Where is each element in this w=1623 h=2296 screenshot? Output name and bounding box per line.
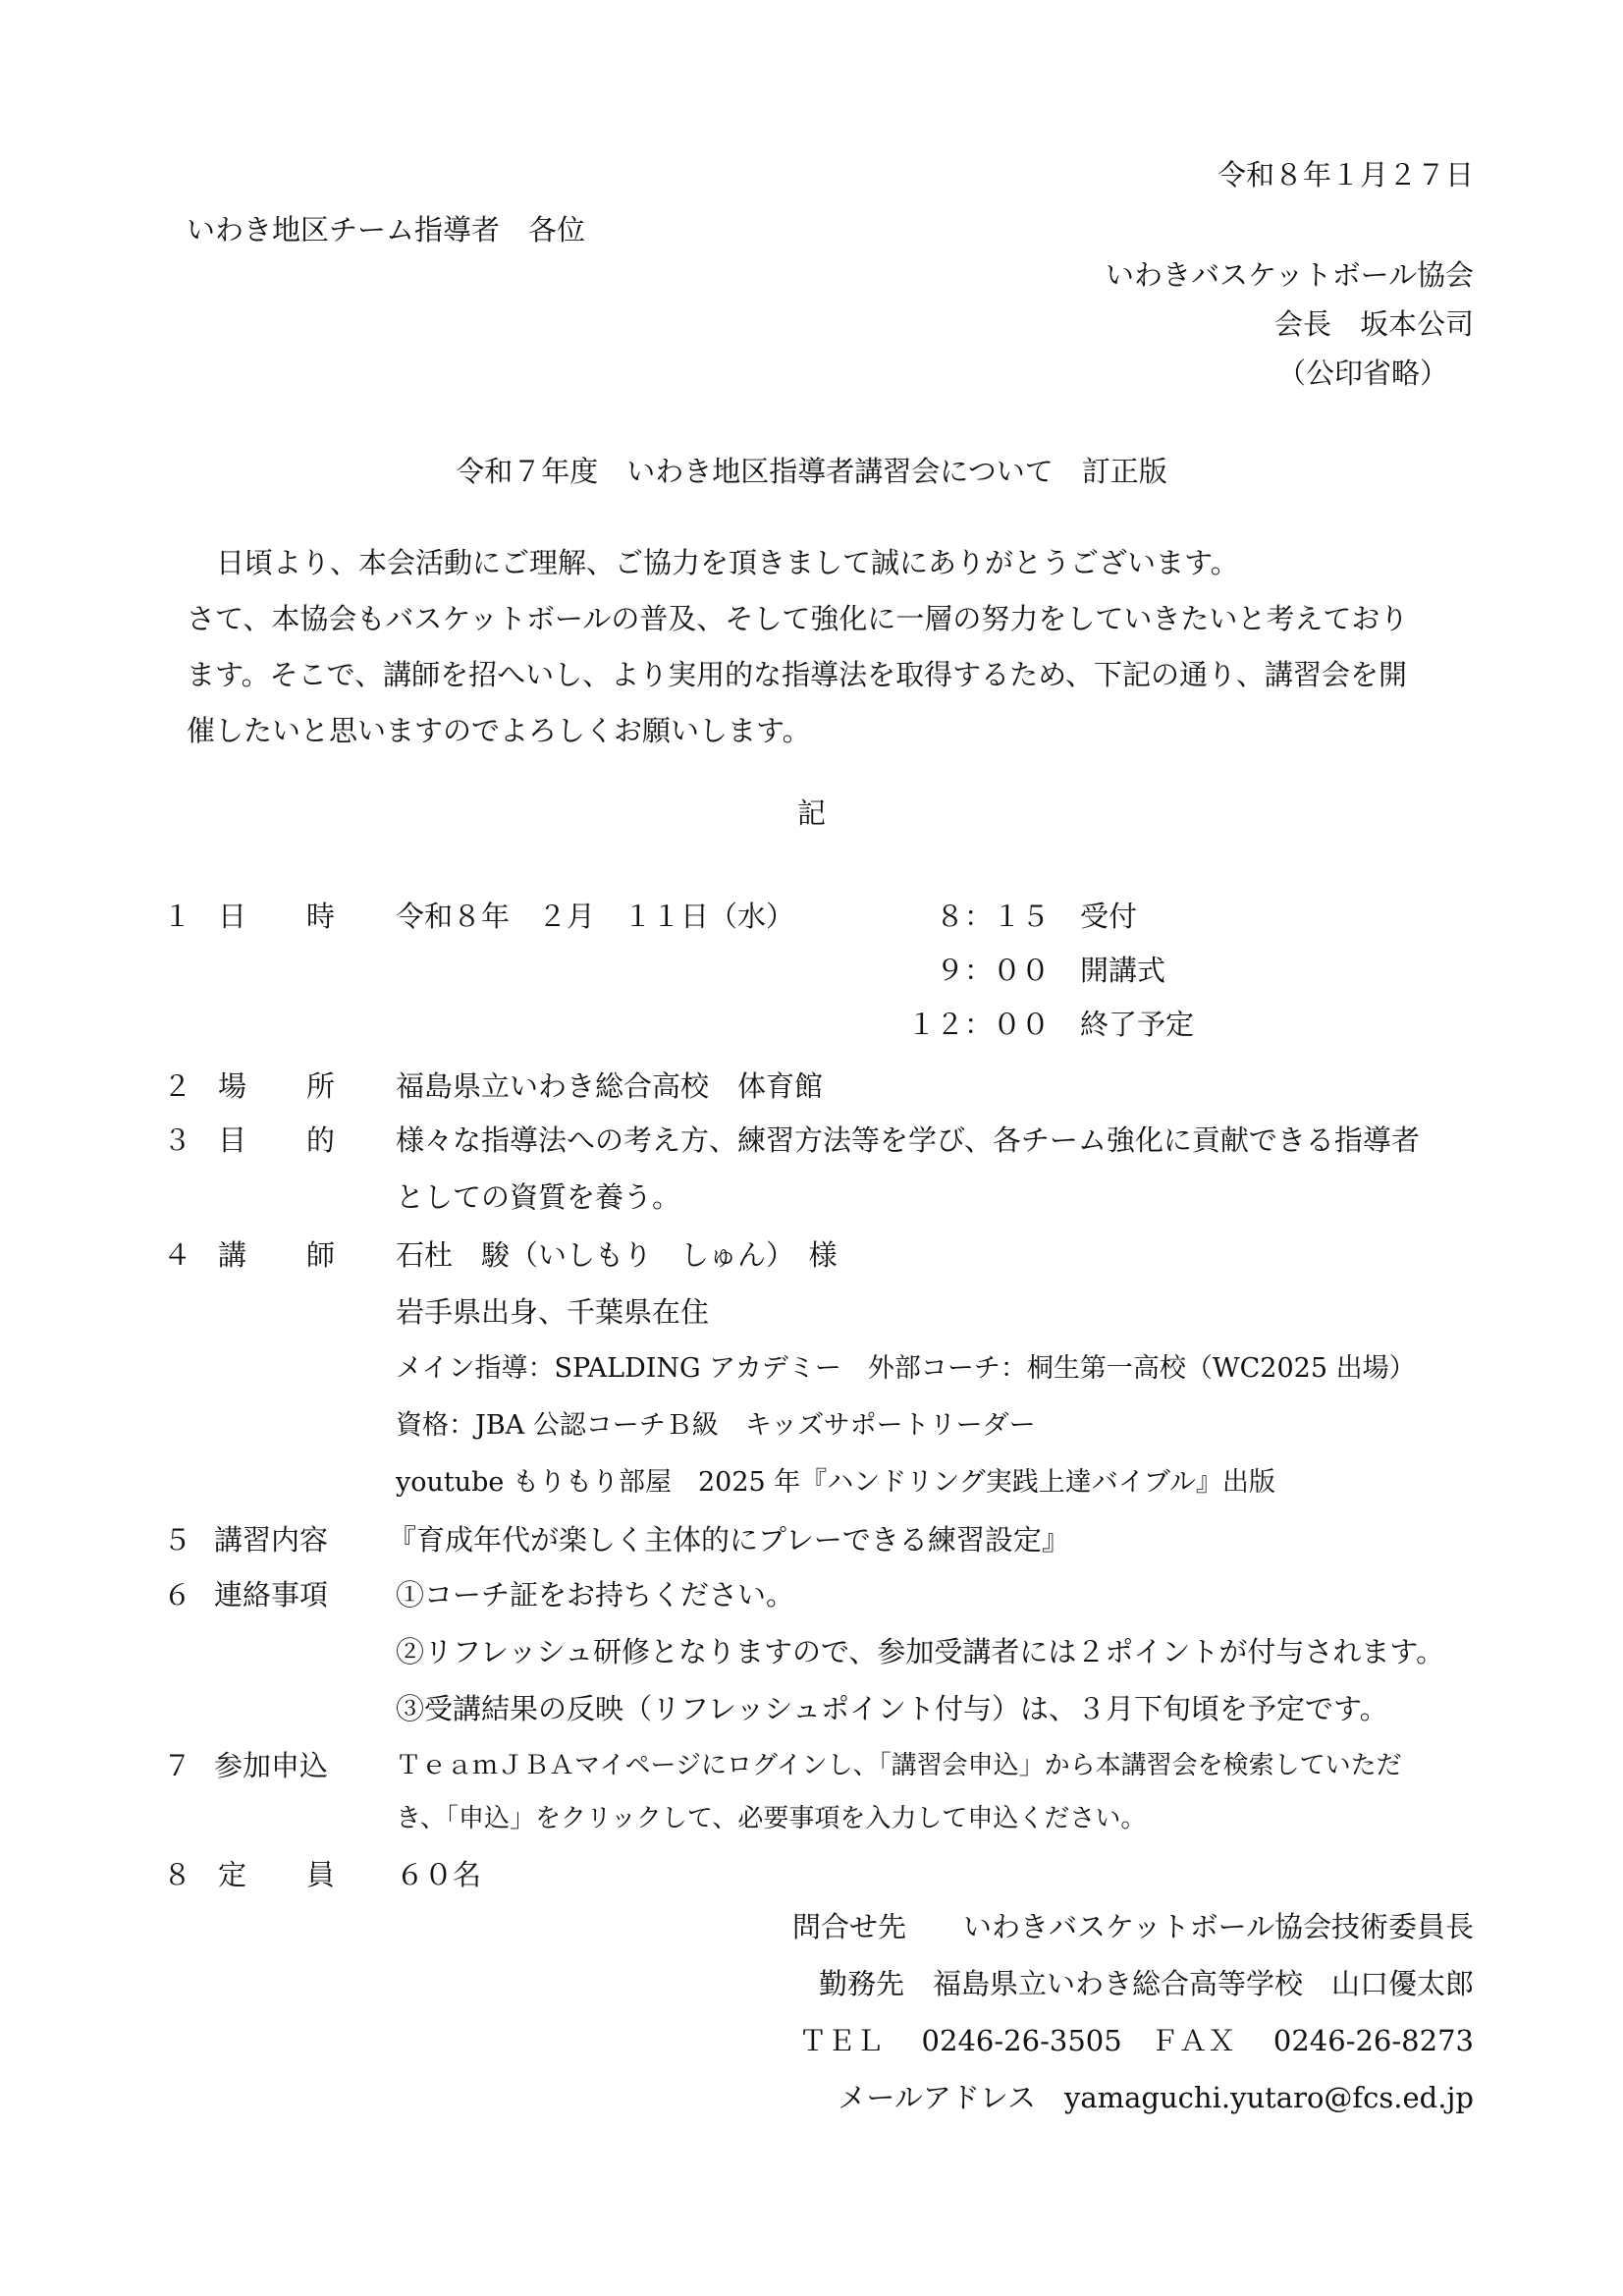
item-4-line-3: メイン指導：SPALDING アカデミー 外部コーチ：桐生第一高校（WC2025 出場） <box>396 1353 1416 1384</box>
item-6-label: 連絡事項 <box>214 1578 329 1612</box>
item-1-date: 令和８年 ２月 １１日（水） <box>396 900 795 933</box>
contact-line-2: 勤務先 福島県立いわき総合高等学校 山口優太郎 <box>818 1967 1474 2000</box>
schedule-event-2: 開講式 <box>1080 954 1166 987</box>
item-7-number: ７ <box>163 1749 192 1782</box>
item-2-value: 福島県立いわき総合高校 体育館 <box>396 1069 824 1103</box>
item-4-number: ４ <box>163 1238 192 1272</box>
sender-person: 会長 坂本公司 <box>1273 307 1474 341</box>
item-5-value: 『育成年代が楽しく主体的にプレーできる練習設定』 <box>388 1523 1070 1557</box>
item-5-label: 講習内容 <box>214 1523 329 1557</box>
item-8-value: ６０名 <box>396 1858 482 1891</box>
item-1-label-b: 時 <box>306 900 336 933</box>
item-8-number: ８ <box>163 1858 192 1891</box>
intro-line-3: ます。そこで、講師を招へいし、より実用的な指導法を取得するため、下記の通り、講習会を開 <box>187 658 1407 691</box>
item-4-line-5: youtube もりもり部屋 2025 年『ハンドリング実践上達バイブル』出版 <box>396 1467 1275 1498</box>
item-5-number: ５ <box>163 1523 192 1557</box>
item-7-line-2: き、「申込」をクリックして、必要事項を入力して申込ください。 <box>396 1804 1147 1833</box>
item-8-label-b: 員 <box>306 1858 336 1891</box>
item-2-label-a: 場 <box>218 1069 247 1103</box>
recipient: いわき地区チーム指導者 各位 <box>187 213 586 246</box>
seal-note: （公印省略） <box>1276 356 1448 390</box>
item-3-line-2: としての資質を養う。 <box>396 1180 681 1214</box>
item-3-line-1: 様々な指導法への考え方、練習方法等を学び、各チーム強化に貢献できる指導者 <box>396 1123 1420 1157</box>
item-7-label: 参加申込 <box>214 1749 329 1782</box>
item-6-number: ６ <box>163 1578 192 1612</box>
item-1-label-a: 日 <box>218 900 247 933</box>
item-3-label-a: 目 <box>218 1123 247 1157</box>
item-7-line-1: ＴｅａｍＪＢＡマイページにログインし、「講習会申込」から本講習会を検索していただ <box>396 1751 1402 1780</box>
sender-organization: いわきバスケットボール協会 <box>1106 258 1474 292</box>
intro-line-2: さて、本協会もバスケットボールの普及、そして強化に一層の努力をしていきたいと考えており <box>187 602 1409 635</box>
contact-email[interactable]: メールアドレス yamaguchi.yutaro@fcs.ed.jp <box>838 2081 1474 2114</box>
schedule-time-3: １２：００ <box>906 1008 1050 1041</box>
item-3-number: ３ <box>163 1123 192 1157</box>
intro-line-1: 日頃より、本会活動にご理解、ご協力を頂きまして誠にありがとうございます。 <box>216 546 1239 579</box>
item-4-line-1: 石杜 駿（いしもり しゅん） 様 <box>396 1238 838 1272</box>
contact-line-1: 問合せ先 いわきバスケットボール協会技術委員長 <box>792 1910 1474 1943</box>
item-6-line-3: ③受講結果の反映（リフレッシュポイント付与）は、３月下旬頃を予定です。 <box>396 1692 1388 1725</box>
item-6-line-2: ②リフレッシュ研修となりますので、参加受講者には２ポイントが付与されます。 <box>396 1635 1445 1668</box>
item-4-line-2: 岩手県出身、千葉県在住 <box>396 1295 710 1329</box>
document-date: 令和８年１月２７日 <box>1217 158 1474 191</box>
item-6-line-1: ①コーチ証をお持ちください。 <box>396 1578 795 1612</box>
schedule-time-2: ９：００ <box>935 954 1050 987</box>
document-title: 令和７年度 いわき地区指導者講習会について 訂正版 <box>456 455 1167 488</box>
ki-heading: 記 <box>796 796 826 830</box>
item-2-label-b: 所 <box>306 1069 336 1103</box>
intro-line-4: 催したいと思いますのでよろしくお願いします。 <box>187 714 811 747</box>
item-4-label-b: 師 <box>306 1238 336 1272</box>
schedule-event-3: 終了予定 <box>1080 1008 1195 1041</box>
item-3-label-b: 的 <box>306 1123 336 1157</box>
schedule-time-1: ８：１５ <box>935 900 1050 933</box>
item-4-label-a: 講 <box>218 1238 247 1272</box>
schedule-event-1: 受付 <box>1080 900 1138 933</box>
item-4-line-4: 資格：JBA 公認コーチＢ級 キッズサポートリーダー <box>396 1410 1036 1441</box>
item-1-number: １ <box>163 900 192 933</box>
item-2-number: ２ <box>163 1069 192 1103</box>
item-8-label-a: 定 <box>218 1858 247 1891</box>
contact-line-3: ＴＥＬ 0246-26-3505 ＦＡＸ 0246-26-8273 <box>798 2024 1474 2057</box>
